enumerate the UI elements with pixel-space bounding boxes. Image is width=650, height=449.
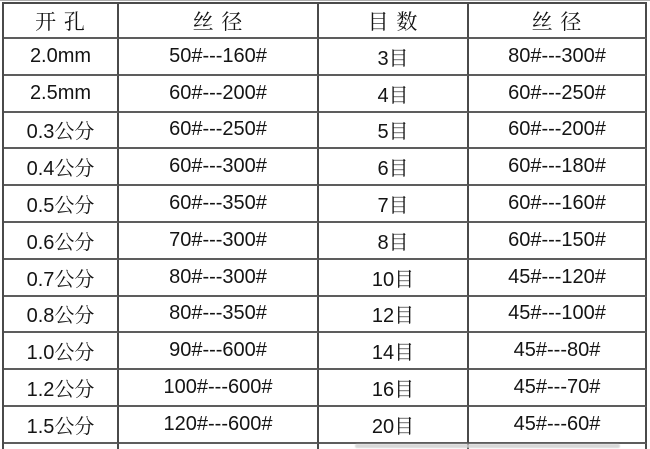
table-cell: 16目 bbox=[319, 370, 469, 407]
table-cell: 60#---300# bbox=[119, 149, 319, 186]
table-cell: 2.0mm bbox=[4, 39, 119, 76]
table-cell: 4目 bbox=[319, 76, 469, 113]
table-cell: 7目 bbox=[319, 186, 469, 223]
table-cell: 12目 bbox=[319, 297, 469, 334]
table-cell: 6目 bbox=[319, 149, 469, 186]
table-cell: 1.0公分 bbox=[4, 333, 119, 370]
table-cell: 60#---350# bbox=[119, 186, 319, 223]
header-cell-mesh-count: 目 数 bbox=[319, 4, 469, 39]
table-cell: 60#---180# bbox=[469, 149, 647, 186]
table-cell: 60#---250# bbox=[469, 76, 647, 113]
table-cell: 14目 bbox=[319, 333, 469, 370]
table-cell: 8目 bbox=[319, 223, 469, 260]
table-cell: 100#---600# bbox=[119, 370, 319, 407]
table-cell: 60#---250# bbox=[119, 113, 319, 150]
table-cell: 0.8公分 bbox=[4, 297, 119, 334]
table-cell: 80#---350# bbox=[119, 297, 319, 334]
table-cell: 120#---600# bbox=[119, 407, 319, 444]
partial-row-cell bbox=[119, 444, 319, 449]
header-cell-wire-diameter-left: 丝 径 bbox=[119, 4, 319, 39]
table-cell: 0.3公分 bbox=[4, 113, 119, 150]
table-cell: 80#---300# bbox=[119, 260, 319, 297]
table-cell: 90#---600# bbox=[119, 333, 319, 370]
table-cell: 0.7公分 bbox=[4, 260, 119, 297]
table-cell: 60#---200# bbox=[469, 113, 647, 150]
header-cell-wire-diameter-right: 丝 径 bbox=[469, 4, 647, 39]
partial-row-cell bbox=[4, 444, 119, 449]
mesh-spec-table bbox=[2, 2, 647, 449]
table-cell: 60#---150# bbox=[469, 223, 647, 260]
table-cell: 1.2公分 bbox=[4, 370, 119, 407]
table-cell: 5目 bbox=[319, 113, 469, 150]
cutoff-text-remnant bbox=[355, 444, 620, 448]
table-cell: 3目 bbox=[319, 39, 469, 76]
top-edge-line bbox=[0, 0, 650, 1]
table-cell: 80#---300# bbox=[469, 39, 647, 76]
table-cell: 45#---60# bbox=[469, 407, 647, 444]
table-cell: 45#---80# bbox=[469, 333, 647, 370]
table-cell: 1.5公分 bbox=[4, 407, 119, 444]
table-cell: 70#---300# bbox=[119, 223, 319, 260]
table-cell: 45#---70# bbox=[469, 370, 647, 407]
header-cell-opening: 开 孔 bbox=[4, 4, 119, 39]
table-cell: 50#---160# bbox=[119, 39, 319, 76]
table-cell: 10目 bbox=[319, 260, 469, 297]
table-cell: 45#---100# bbox=[469, 297, 647, 334]
table-cell: 60#---200# bbox=[119, 76, 319, 113]
table-cell: 0.6公分 bbox=[4, 223, 119, 260]
table-cell: 60#---160# bbox=[469, 186, 647, 223]
table-cell: 2.5mm bbox=[4, 76, 119, 113]
table-cell: 20目 bbox=[319, 407, 469, 444]
table-cell: 0.5公分 bbox=[4, 186, 119, 223]
table-cell: 0.4公分 bbox=[4, 149, 119, 186]
table-cell: 45#---120# bbox=[469, 260, 647, 297]
